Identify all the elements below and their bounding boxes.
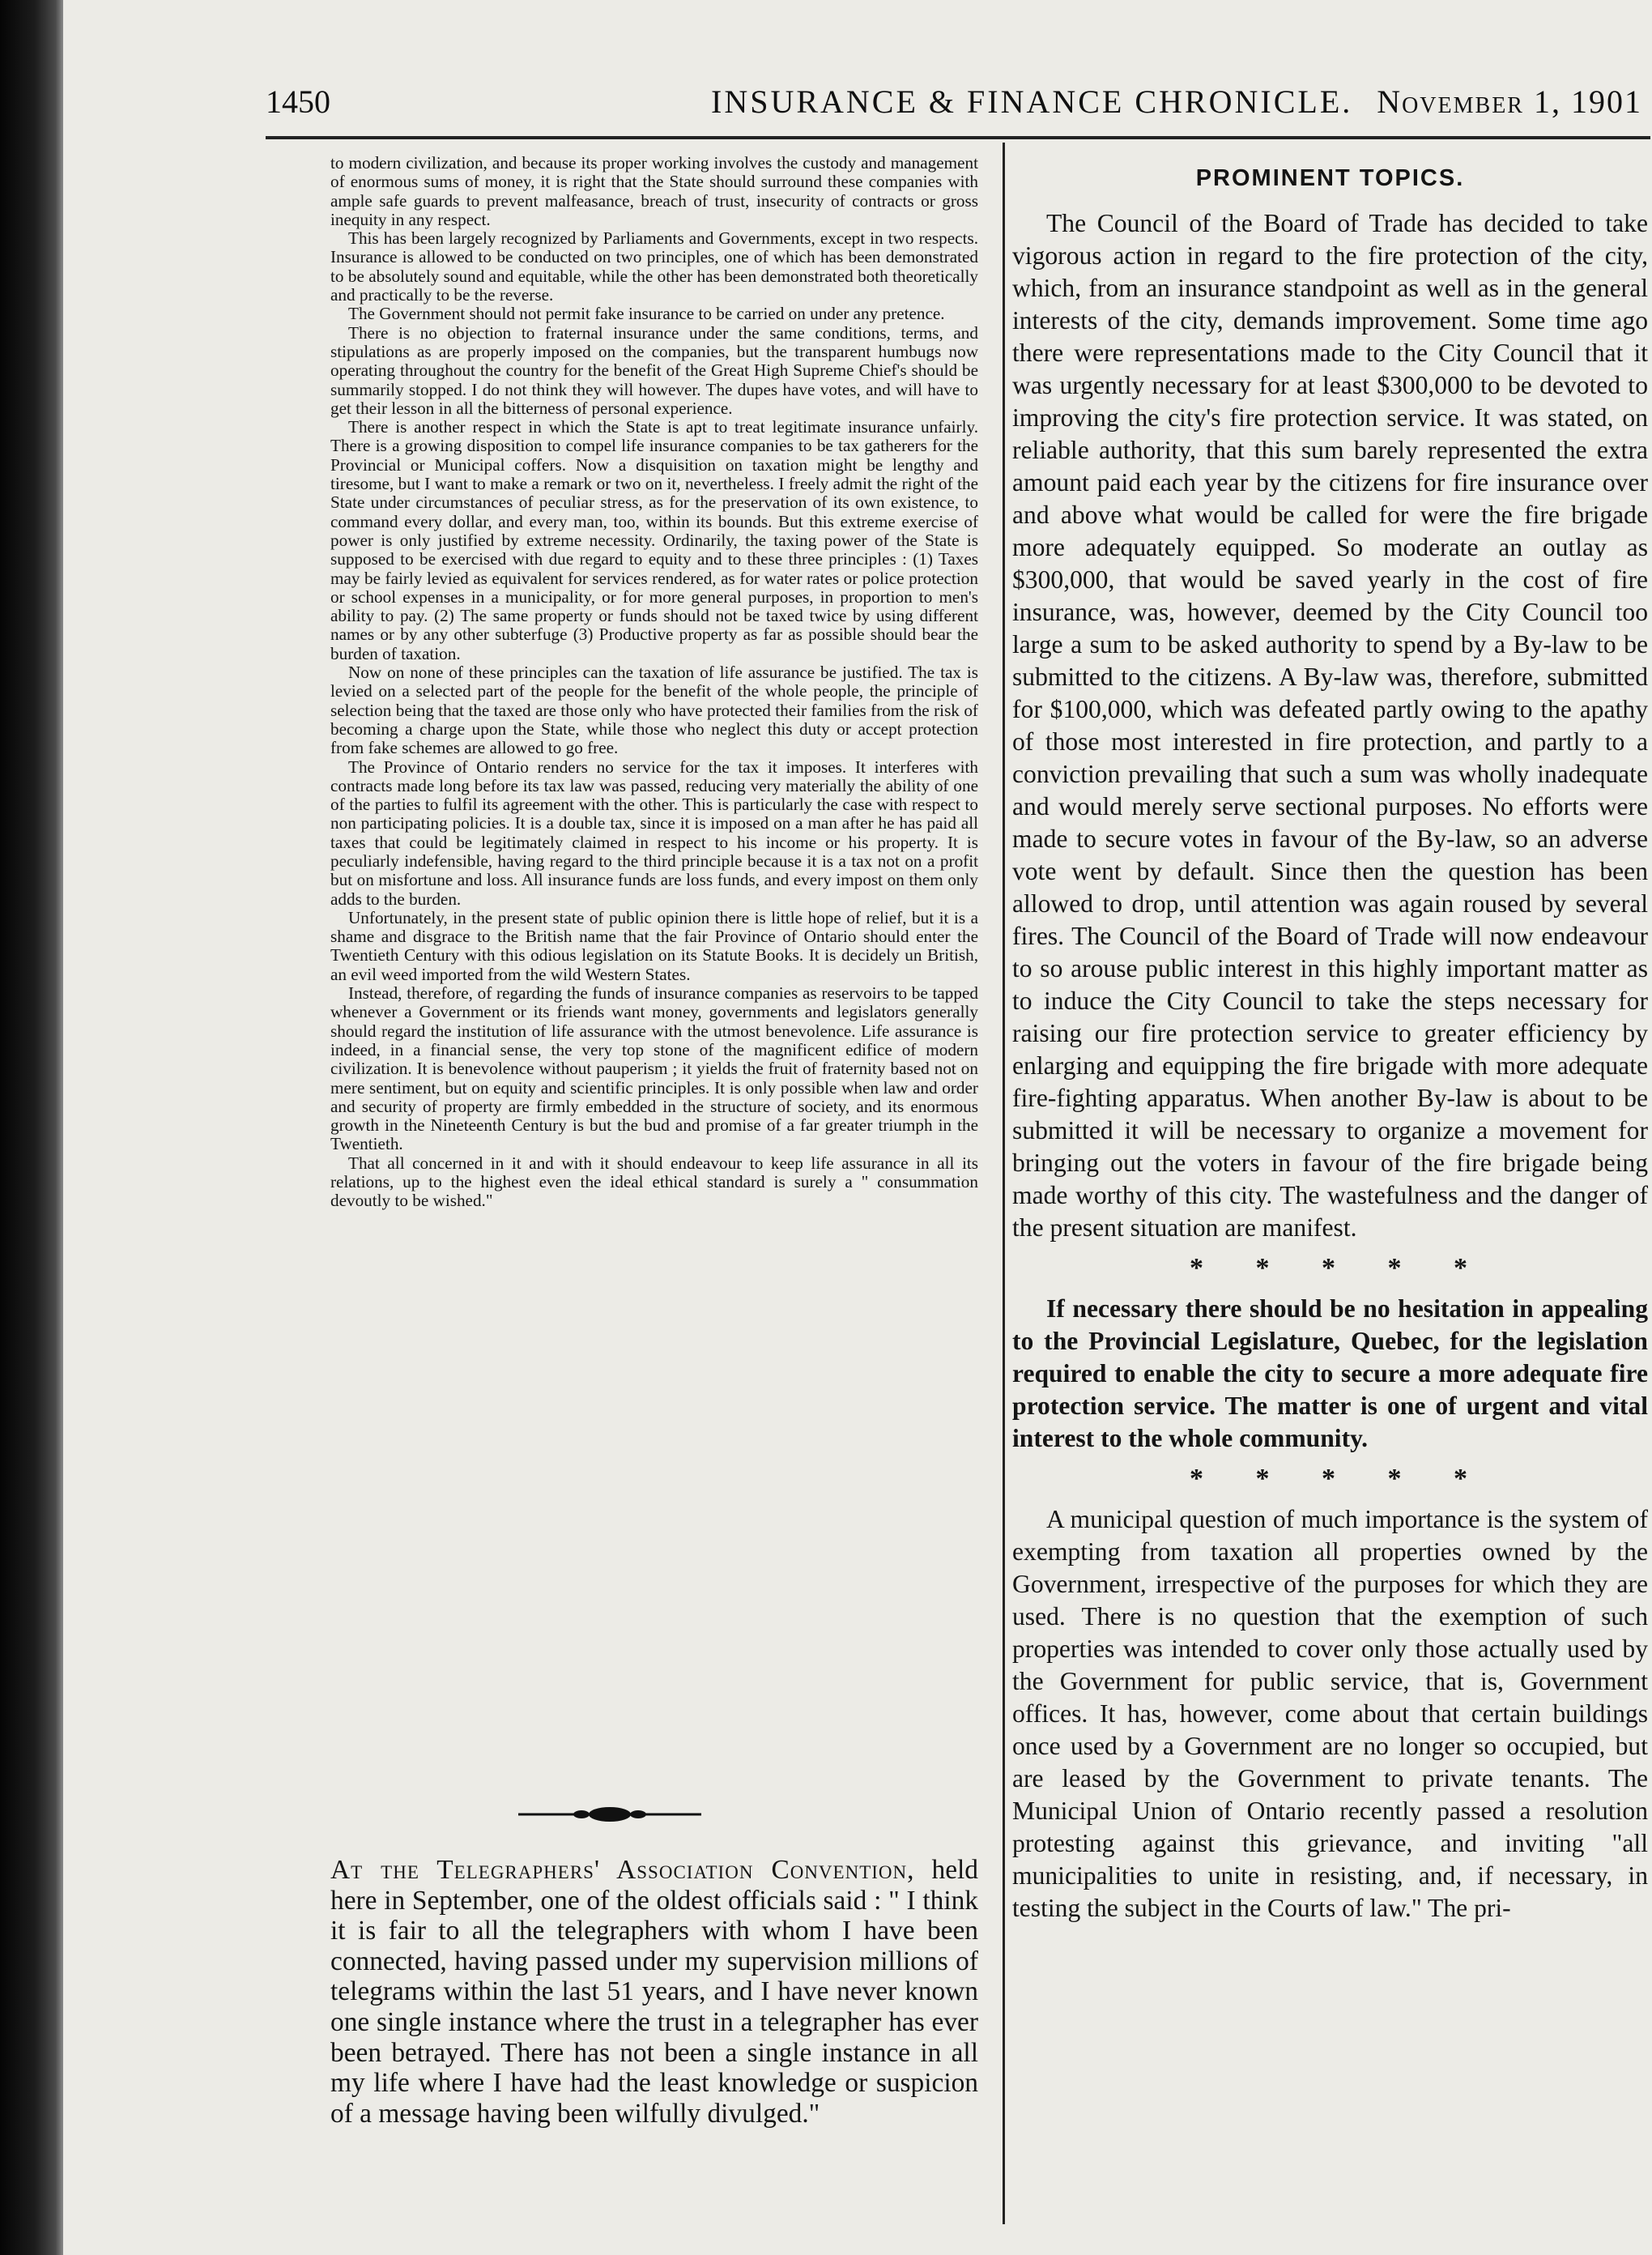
section-heading: PROMINENT TOPICS. [1195,165,1465,191]
article-paragraph: Instead, therefore, of regarding the funds of insurance companies as reservoirs to be tapped whenever a Government or its friends want money, governments and legislators generally should regard the institution of life assurance with the utmost benevolence. Life assurance is indeed, in a financial sense, the very top stone of the magnificent edifice of modern civilization. It is benevolence without pauperism ; it yields the fruit of fraternity based not on mere sentiment, but on equity and scientific principles. It is only possible when law and order and security of property are firmly embedded in the structure of society, and its enormous growth in the Nineteenth Century is but the bud and promise of a far greater triumph in the Twentieth. [330,983,978,1154]
header-rule [266,136,1650,139]
left-column-article [330,154,978,1211]
issue-date: November 1, 1901 [1377,83,1642,120]
star-separator: * * * * * [1190,1253,1490,1283]
scanned-page [63,0,1652,2255]
telegraphers-paragraph [330,1855,978,2129]
article-paragraph: There is no objection to fraternal insurance under the same conditions, terms, and stipulations as are properly imposed on the companies, but the transparent humbugs now operating throughout the country for the benefit of the Great High Supreme Chief's should be summarily stopped. I do not think they will however. The dupes have votes, and will have to get their lesson in all the bitterness of personal experience. [330,322,978,418]
publication-title: INSURANCE & FINANCE CHRONICLE. [711,83,1353,120]
topics-paragraph-exemption: A municipal question of much importance is the system of exempting from taxation all properties owned by the Government, irrespective of the purposes for which they are used. There is no question that the exemption of such properties was intended to cover only those actually used by the Government for public service, that is, Government offices. It has, however, come about that certain buildings once used by a Government are no longer so occupied, but are leased by the Government to private tenants. The Municipal Union of Ontario recently passed a resolution protesting against this grievance, and inviting "all municipalities to unite in resisting, and, if necessary, in testing the subject in the Courts of law." The pri- [1012,1505,1648,1922]
decorative-ornament-divider [517,1800,703,1829]
prominent-topics-column [1012,162,1648,1925]
column-divider [1003,143,1005,2224]
article-paragraph: The Province of Ontario renders no service for the tax it imposes. It interferes with contracts made long before its tax law was passed, reducing very materially the ability of one of the parties to fulfil its agreement with the other. This is particularly the case with respect to non participating policies. It is a double tax, since it is imposed on a man after he has paid all taxes that could be legitimately claimed in respect to his income or his property. It is peculiarly indefensible, having regard to the third principle because it is a tax not on a profit but on misfortune and loss. All insurance funds are loss funds, and every impost on them only adds to the burden. [330,757,978,909]
telegraphers-item [330,1855,978,2129]
topics-paragraph-legislature: If necessary there should be no hesitation in appealing to the Provincial Legislature, Quebec, for the legislation required to enable the city to secure a more adequate fire protection service. The matter is one of urgent and vital interest to the whole community. [1012,1294,1648,1452]
article-paragraph: That all concerned in it and with it should endeavour to keep life assurance in all its relations, up to the highest even the ideal ethical standard is surely a " consummation devoutly to be wished." [330,1153,978,1211]
article-paragraph: Unfortunately, in the present state of public opinion there is little hope of relief, but it is a shame and disgrace to the British name that the fair Province of Ontario should enter the Twentieth Century with this odious legislation on its Statute Books. It is decidely un British, an evil weed imported from the wild Western States. [330,907,978,984]
telegraphers-body: held here in September, one of the oldest officials said : " I think it is fair to all the telegraphers with whom I have been connected, having passed under my supervision millions of telegrams within the last 51 years, and I have never known one single instance where the trust in a telegrapher has ever been betrayed. There has not been a single instance in all my life where I have had the least knowledge or suspicion of a message having been wilfully divulged." [330,1855,978,2129]
article-paragraph: The Government should not permit fake insurance to be carried on under any pretence. [348,304,945,324]
page-number: 1450 [266,83,330,120]
running-header [266,78,1642,126]
book-binding-edge [0,0,63,2255]
telegraphers-lead: At the Telegraphers' Association Convention, [330,1855,915,1885]
star-separator: * * * * * [1190,1464,1490,1494]
article-paragraph: to modern civilization, and because its proper working involves the custody and management of enormous sums of money, it is right that the State should surround these companies with ample safe guards to prevent malfeasance, breach of trust, insecurity of contracts or gross inequity in any respect. [330,153,978,229]
topics-paragraph-fire-protection: The Council of the Board of Trade has decided to take vigorous action in regard to the fire protection of the city, which, from an insurance standpoint as well as in the general interests of the city, demands improvement. Some time ago there were representations made to the City Council that it was urgently necessary for at least $300,000 to be devoted to improving the city's fire protection service. It was stated, on reliable authority, that this sum barely represented the extra amount paid each year by the citizens for fire insurance over and above what would be called for were the fire brigade more adequately equipped. So moderate an outlay as $300,000, that would be saved yearly in the cost of fire insurance, was, however, deemed by the City Council too large a sum to be asked authority to spend by a By-law to be submitted to the citizens. A By-law was, therefore, submitted for $100,000, which was defeated partly owing to the apathy of those most interested in fire protection, and partly to a conviction prevailing that such a sum was wholly inadequate and would merely serve sectional purposes. No efforts were made to secure votes in favour of the By-law, so an adverse vote went by default. Since then the question has been allowed to drop, until attention was again roused by several fires. The Council of the Board of Trade will now endeavour to so arouse public interest in this highly important matter as to induce the City Council to take the steps necessary for raising our fire protection service to greater efficiency by enlarging and equipping the fire brigade with more adequate fire-fighting apparatus. When another By-law is about to be submitted it will be necessary to organize a movement for bringing out the voters in favour of the fire brigade being made worthy of this city. The wastefulness and the danger of the present situation are manifest. [1012,209,1648,1242]
article-paragraph: There is another respect in which the State is apt to treat legitimate insurance unfairly. There is a growing disposition to compel life insurance companies to be tax gatherers for the Provincial or Municipal coffers. Now a disquisition on taxation might be lengthy and tiresome, but I want to make a remark or two on it, nevertheless. I freely admit the right of the State under circumstances of peculiar stress, as for the preservation of its own existence, to command every dollar, and every man, too, within its bounds. But this extreme exercise of power is only justified by extreme necessity. Ordinarily, the taxing power of the State is supposed to be exercised with due regard to equity and to these three principles : (1) Taxes may be fairly levied as equivalent for services rendered, as for water rates or police protection or school expenses in a municipality, or for more general purposes, in proportion to men's ability to pay. (2) The same property or funds should not be taxed twice by using different names or by any other subterfuge (3) Productive property as far as possible should bear the burden of taxation. [330,417,978,663]
article-paragraph: This has been largely recognized by Parliaments and Governments, except in two respects. Insurance is allowed to be conducted on two principles, one of which has been demonstrated to be absolutely sound and equitable, while the other has been demonstrated both theoretically and practically to be the reverse. [330,228,978,305]
article-paragraph: Now on none of these principles can the taxation of life assurance be justified. The tax is levied on a selected part of the people for the benefit of the whole people, the principle of selection being that the taxed are those only who have protected their families from the risk of becoming a charge upon the State, while those who neglect this duty or accept protection from fake schemes are allowed to go free. [330,663,978,758]
